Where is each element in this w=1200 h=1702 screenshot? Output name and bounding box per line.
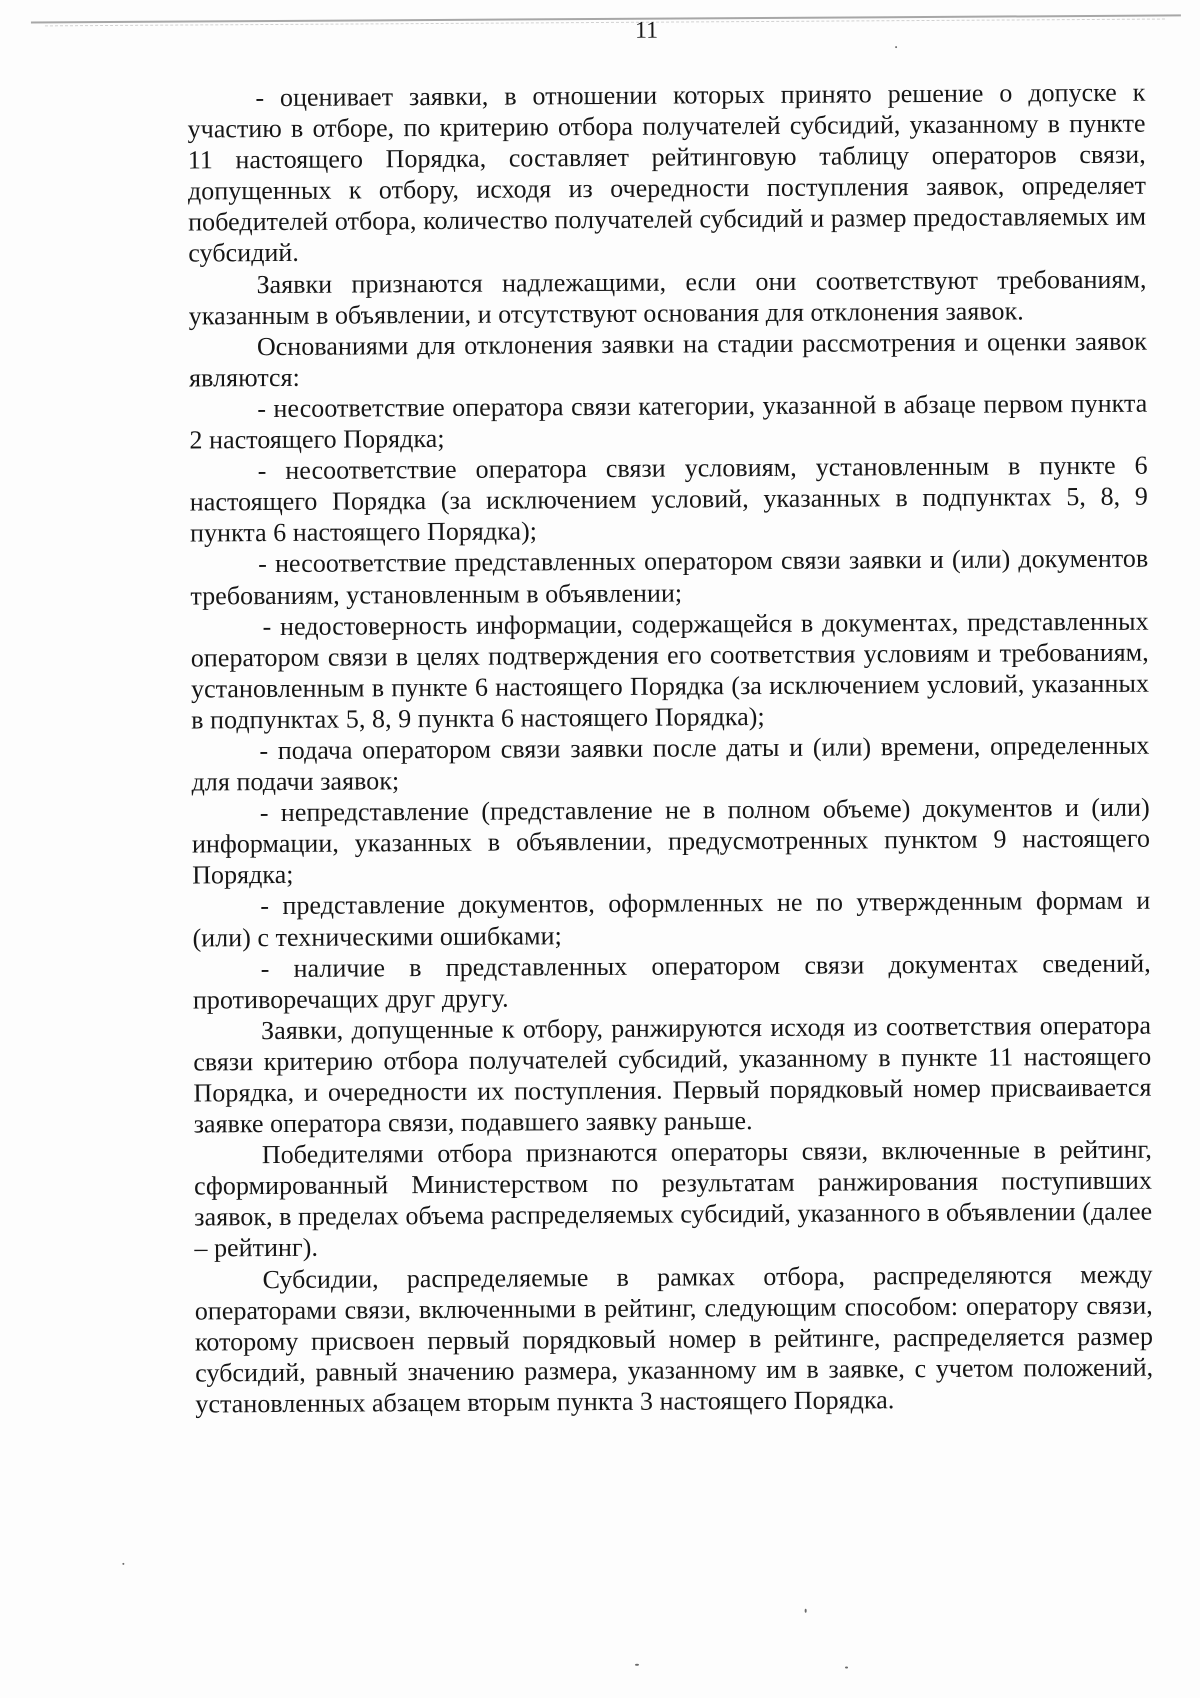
document-body [187,77,1153,1420]
paragraph-ranking: Заявки, допущенные к отбору, ранжируются исходя из соответствия оператора связи критерию отбора получателей субсидий, указанному в пункте 11 настоящего Порядка, и очередности их поступления. Первый порядковый номер присваивается заявке оператора связи, подавшего заявку раньше. [193,1010,1152,1139]
list-item-category-mismatch: - несоответствие оператора связи категории, указанной в абзаце первом пункта 2 настоящего Порядка; [189,388,1148,455]
list-item-wrong-forms: - представление документов, оформленных не по утвержденным формам и (или) с техническими ошибками; [192,886,1151,953]
paragraph-winners: Победителями отбора признаются операторы связи, включенные в рейтинг, сформированный Министерством по результатам ранжирования поступивших заявок, в пределах объема распределяемых субсидий, указанного в объявлении (далее – рейтинг). [193,1134,1153,1263]
scan-speck [895,46,897,48]
paragraph-evaluate-applications: - оценивает заявки, в отношении которых принято решение о допуске к участию в отборе, по критерию отбора получателей субсидий, указанному в пункте 11 настоящего Порядка, составляет рейтинговую таблицу операторов связи, допущенных к отбору, исходя из очередности поступления заявок, определяет победителей отбора, количество получателей субсидий и размер предоставляемых им субсидий. [187,77,1147,268]
scan-speck [805,1609,807,1613]
list-item-late-submission: - подача оператором связи заявки после даты и (или) времени, определенных для подачи заявок; [191,730,1150,797]
list-item-contradictory-info: - наличие в представленных оператором связи документах сведений, противоречащих друг другу. [192,948,1151,1015]
paragraph-rejection-grounds-intro: Основаниями для отклонения заявки на стадии рассмотрения и оценки заявок являются: [189,326,1147,393]
paragraph-applications-proper: Заявки признаются надлежащими, если они соответствуют требованиям, указанным в объявлении, и отсутствуют основания для отклонения заявок. [188,264,1147,331]
list-item-unreliable-information: - недостоверность информации, содержащейся в документах, представленных оператором связи в целях подтверждения его соответствия условиям и требованиям, установленным в пункте 6 настоящего Порядка (за исключением условий, указанных в подпунктах 5, 8, 9 пункта 6 настоящего Порядка); [190,606,1150,735]
scan-speck [122,1563,124,1565]
list-item-documents-mismatch: - несоответствие представленных оператором связи заявки и (или) документов требованиям, установленным в объявлении; [190,544,1149,610]
paragraph-distribution: Субсидии, распределяемые в рамках отбора, распределяются между операторами связи, включенными в рейтинг, следующим способом: оператору связи, которому присвоен первый порядковый номер в рейтинге, распределяется размер субсидий, равный значению размера, указанному им в заявке, с учетом положений, установленных абзацем вторым пункта 3 настоящего Порядка. [194,1259,1154,1419]
scan-speck [635,1664,639,1666]
page-number: 11 [634,17,659,44]
list-item-conditions-mismatch: - несоответствие оператора связи условиям, установленным в пункте 6 настоящего Порядка (за исключением условий, указанных в подпунктах 5, 8, 9 пункта 6 настоящего Порядка); [189,450,1148,548]
scan-speck [845,1667,848,1669]
list-item-missing-documents: - непредставление (представление не в полном объеме) документов и (или) информации, указанных в объявлении, предусмотренных пунктом 9 настоящего Порядка; [191,792,1151,890]
